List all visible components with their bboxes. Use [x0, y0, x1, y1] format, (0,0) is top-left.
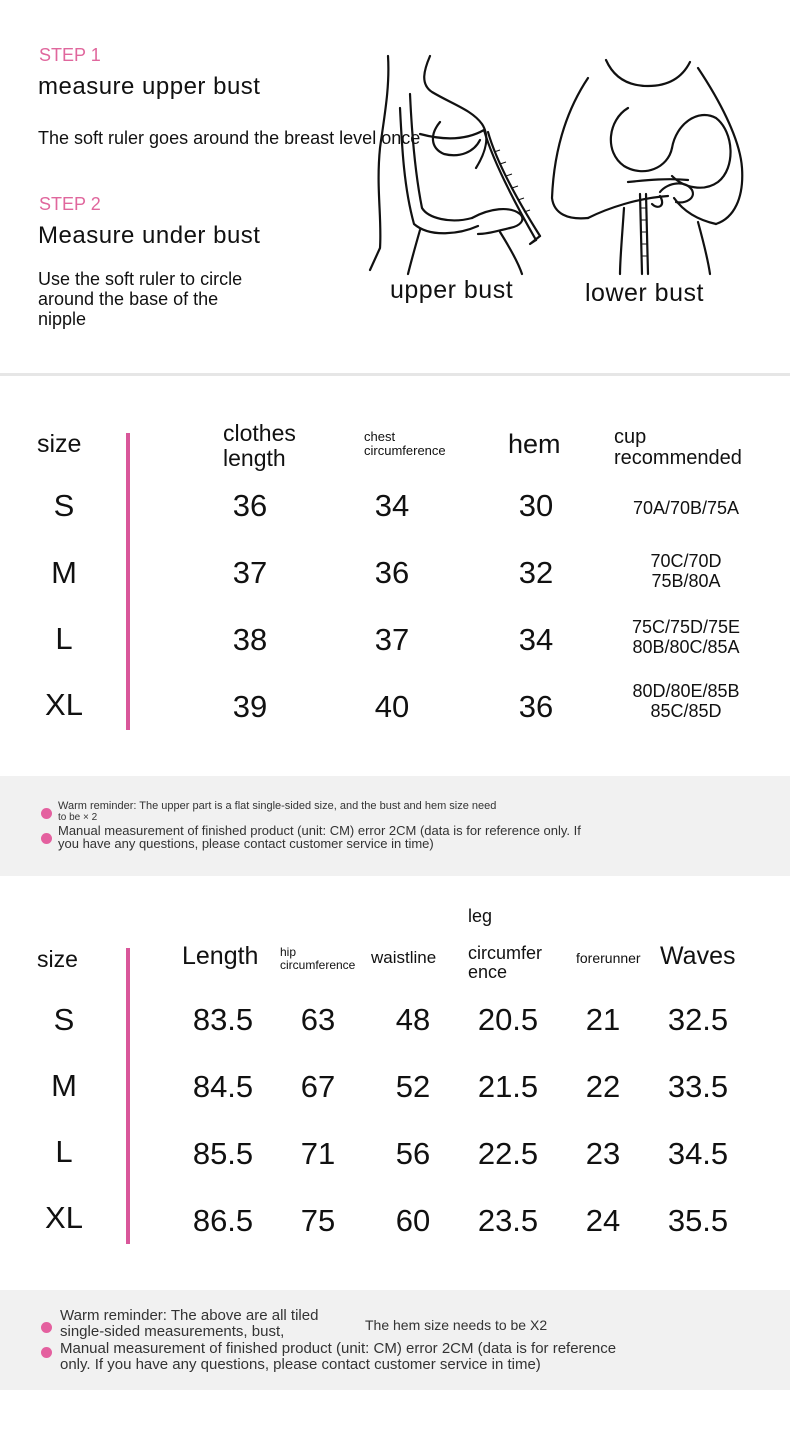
- bottom-leg-s: 20.5: [477, 1002, 539, 1037]
- bottom-waves-m: 33.5: [667, 1069, 729, 1104]
- upper-bust-caption: upper bust: [390, 276, 514, 304]
- bottom-fore-s: 21: [585, 1002, 621, 1037]
- top-chest-m: 36: [374, 555, 410, 590]
- bottom-header-leg: [468, 944, 542, 982]
- top-header-cup-line: cup: [614, 426, 647, 448]
- top-header-cup: [614, 427, 742, 469]
- top-chest-l: 37: [374, 622, 410, 657]
- bottom-header-hip-line: hip: [280, 945, 297, 959]
- top-cup-m: [604, 551, 768, 591]
- bottom-note-1-line: single-sided measurements, bust,: [60, 1323, 285, 1340]
- top-cup-line: 70A/70B/75A: [632, 498, 740, 518]
- bullet-dot-icon: [41, 1322, 52, 1333]
- bottom-leg-xl: 23.5: [477, 1203, 539, 1238]
- step-2-description: [38, 269, 242, 329]
- top-cup-line: 75B/80A: [651, 571, 721, 591]
- bottom-length-s: 83.5: [192, 1002, 254, 1037]
- bottom-waist-s: 48: [395, 1002, 431, 1037]
- bottom-size-m: M: [51, 1068, 77, 1103]
- top-table-accent-bar: [126, 433, 130, 730]
- bottom-length-l: 85.5: [192, 1136, 254, 1171]
- bottom-waist-m: 52: [395, 1069, 431, 1104]
- bottom-size-xl: XL: [45, 1200, 83, 1235]
- bullet-dot-icon: [41, 808, 52, 819]
- bottom-leg-m: 21.5: [477, 1069, 539, 1104]
- step-1-title: measure upper bust: [38, 73, 261, 100]
- top-header-length: [223, 421, 296, 471]
- top-note-1: [58, 801, 496, 823]
- bottom-waves-xl: 35.5: [667, 1203, 729, 1238]
- upper-bust-illustration: [360, 48, 555, 278]
- top-length-xl: 39: [232, 689, 268, 724]
- top-cup-line: 80B/80C/85A: [632, 637, 740, 657]
- step-1-label: STEP 1: [39, 45, 101, 65]
- bottom-waves-l: 34.5: [667, 1136, 729, 1171]
- step-2-desc-line: around the base of the: [38, 289, 219, 309]
- top-note-1-line: Warm reminder: The upper part is a flat single-sided size, and the bust and hem size need: [58, 800, 497, 812]
- lower-bust-illustration: [548, 48, 748, 280]
- top-size-m: M: [51, 555, 77, 590]
- top-header-hem: hem: [508, 429, 561, 459]
- bottom-leg-l: 22.5: [477, 1136, 539, 1171]
- bottom-note-2-line: Manual measurement of finished product (unit: CM) error 2CM (data is for reference: [60, 1340, 617, 1357]
- bottom-waist-l: 56: [395, 1136, 431, 1171]
- bottom-header-waves: Waves: [660, 942, 736, 970]
- bottom-size-s: S: [53, 1002, 75, 1037]
- top-length-s: 36: [232, 488, 268, 523]
- top-hem-s: 30: [518, 488, 554, 523]
- step-2-desc-line: Use the soft ruler to circle: [38, 269, 243, 289]
- bottom-note-2-line: only. If you have any questions, please contact customer service in time): [60, 1356, 541, 1373]
- bottom-header-hip: [280, 946, 355, 972]
- top-note-1-line: to be × 2: [58, 812, 98, 823]
- bottom-header-length: Length: [182, 942, 259, 970]
- top-chest-xl: 40: [374, 689, 410, 724]
- top-header-chest-line: circumference: [364, 443, 446, 458]
- bottom-hip-l: 71: [300, 1136, 336, 1171]
- top-cup-line: 80D/80E/85B: [632, 681, 740, 701]
- top-header-length-line: clothes: [223, 420, 296, 446]
- top-length-l: 38: [232, 622, 268, 657]
- bottom-fore-m: 22: [585, 1069, 621, 1104]
- bottom-header-hip-line: circumference: [280, 958, 356, 972]
- bottom-length-m: 84.5: [192, 1069, 254, 1104]
- top-header-size: size: [37, 430, 82, 458]
- top-cup-line: 85C/85D: [650, 701, 722, 721]
- top-hem-l: 34: [518, 622, 554, 657]
- top-header-chest: [364, 430, 446, 458]
- top-size-s: S: [53, 488, 75, 523]
- top-chest-s: 34: [374, 488, 410, 523]
- top-cup-line: 75C/75D/75E: [631, 617, 741, 637]
- bottom-header-leg-top: leg: [468, 906, 493, 926]
- step-2-title: Measure under bust: [38, 222, 261, 249]
- bottom-fore-xl: 24: [585, 1203, 621, 1238]
- bottom-header-forerunner: forerunner: [576, 950, 641, 966]
- top-note-2: [58, 824, 581, 850]
- bottom-length-xl: 86.5: [192, 1203, 254, 1238]
- bottom-note-1: [60, 1308, 318, 1340]
- bottom-hip-m: 67: [300, 1069, 336, 1104]
- bullet-dot-icon: [41, 1347, 52, 1358]
- bottom-note-1-line: Warm reminder: The above are all tiled: [60, 1307, 319, 1324]
- top-header-length-line: length: [223, 445, 286, 471]
- step-1-description: The soft ruler goes around the breast level once: [38, 128, 421, 148]
- bottom-fore-l: 23: [585, 1136, 621, 1171]
- bottom-table-accent-bar: [126, 948, 130, 1244]
- top-hem-m: 32: [518, 555, 554, 590]
- bottom-waves-s: 32.5: [667, 1002, 729, 1037]
- bottom-header-leg-line: circumfer: [468, 943, 543, 963]
- top-header-cup-line: recommended: [614, 447, 742, 469]
- top-cup-l: [604, 617, 768, 657]
- bottom-note-2: [60, 1341, 616, 1373]
- bottom-header-size: size: [37, 946, 78, 972]
- top-size-l: L: [55, 621, 73, 656]
- bullet-dot-icon: [41, 833, 52, 844]
- top-cup-line: 70C/70D: [650, 551, 722, 571]
- bottom-hip-xl: 75: [300, 1203, 336, 1238]
- step-2-label: STEP 2: [39, 194, 101, 214]
- top-hem-xl: 36: [518, 689, 554, 724]
- top-cup-xl: [604, 681, 768, 721]
- bottom-header-waist: waistline: [371, 948, 437, 967]
- top-cup-s: [604, 498, 768, 518]
- bottom-note-1-hem: The hem size needs to be X2: [365, 1317, 548, 1333]
- bottom-header-leg-line: ence: [468, 962, 508, 982]
- bottom-waist-xl: 60: [395, 1203, 431, 1238]
- section-divider: [0, 373, 790, 376]
- top-header-chest-line: chest: [364, 429, 396, 444]
- bottom-size-l: L: [55, 1134, 73, 1169]
- lower-bust-caption: lower bust: [585, 279, 704, 307]
- step-2-desc-line: nipple: [38, 309, 87, 329]
- bottom-hip-s: 63: [300, 1002, 336, 1037]
- top-note-2-line: Manual measurement of finished product (unit: CM) error 2CM (data is for reference only. If: [58, 823, 581, 838]
- top-length-m: 37: [232, 555, 268, 590]
- top-size-xl: XL: [45, 687, 83, 722]
- top-note-2-line: you have any questions, please contact customer service in time): [58, 836, 434, 851]
